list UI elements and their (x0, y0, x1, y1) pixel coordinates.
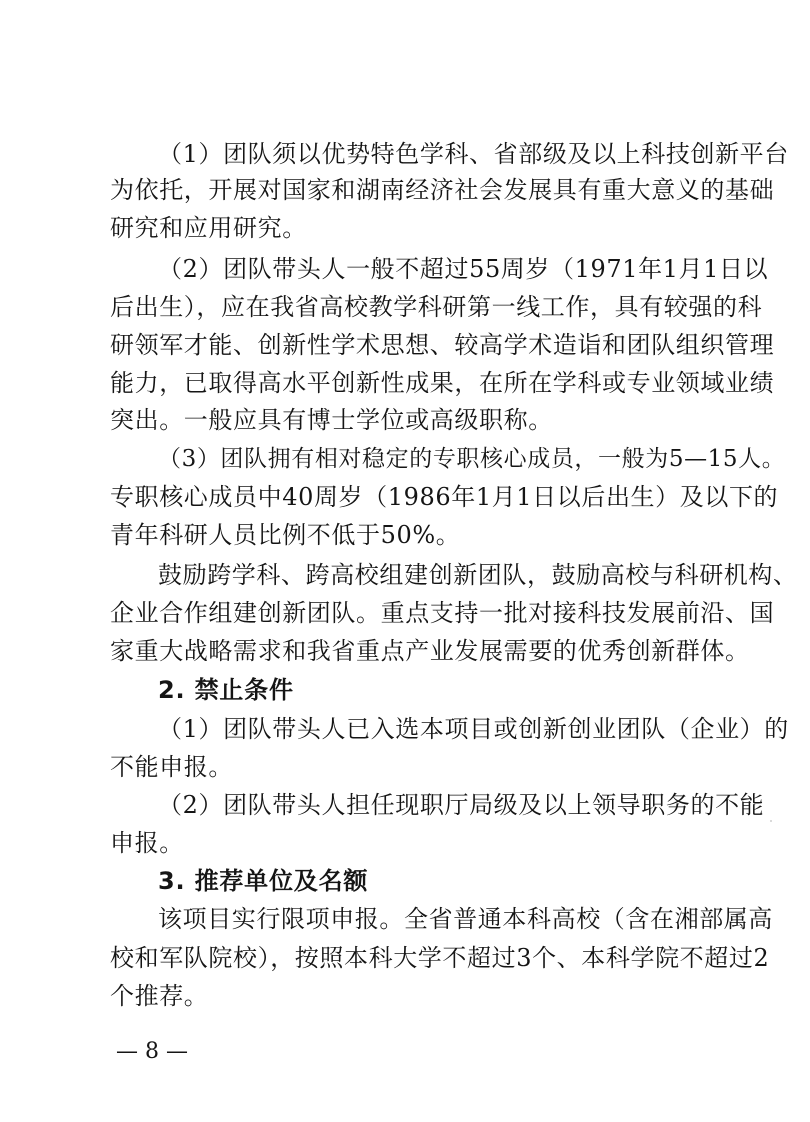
text-line: 突出。一般应具有博士学位或高级职称。 (110, 406, 553, 434)
scan-speck (770, 820, 772, 822)
text-line: 后出生），应在我省高校教学科研第一线工作，具有较强的科 (110, 293, 763, 321)
text-line: （2）团队带头人一般不超过55周岁（1971年1月1日以 (158, 255, 769, 283)
page-number: — 8 — (116, 1039, 188, 1064)
text-line: 不能申报。 (110, 753, 233, 781)
section-heading: 3. 推荐单位及名额 (158, 867, 369, 895)
text-line: 能力，已取得高水平创新性成果，在所在学科或专业领域业绩 (110, 369, 775, 397)
text-line: 青年科研人员比例不低于50%。 (110, 521, 461, 549)
text-line: 鼓励跨学科、跨高校组建创新团队，鼓励高校与科研机构、 (158, 561, 798, 589)
text-line: （2）团队带头人担任现职厅局级及以上领导职务的不能 (158, 791, 765, 819)
text-line: 专职核心成员中40周岁（1986年1月1日以后出生）及以下的 (110, 483, 779, 511)
text-line: 申报。 (110, 829, 184, 857)
text-line: 研领军才能、创新性学术思想、较高学术造诣和团队组织管理 (110, 331, 775, 359)
text-line: （1）团队须以优势特色学科、省部级及以上科技创新平台 (158, 140, 789, 168)
text-line: 为依托，开展对国家和湖南经济社会发展具有重大意义的基础 (110, 176, 775, 204)
text-line: （1）团队带头人已入选本项目或创新创业团队（企业）的 (158, 715, 789, 743)
text-line: 校和军队院校），按照本科大学不超过3个、本科学院不超过2 (110, 944, 770, 972)
text-line: 个推荐。 (110, 982, 209, 1010)
text-line: 家重大战略需求和我省重点产业发展需要的优秀创新群体。 (110, 637, 750, 665)
section-heading: 2. 禁止条件 (158, 676, 294, 704)
text-line: 该项目实行限项申报。全省普通本科高校（含在湘部属高 (158, 905, 773, 933)
text-line: （3）团队拥有相对稳定的专职核心成员，一般为5—15人。 (158, 446, 786, 472)
text-line: 企业合作组建创新团队。重点支持一批对接科技发展前沿、国 (110, 599, 775, 627)
text-line: 研究和应用研究。 (110, 214, 307, 242)
